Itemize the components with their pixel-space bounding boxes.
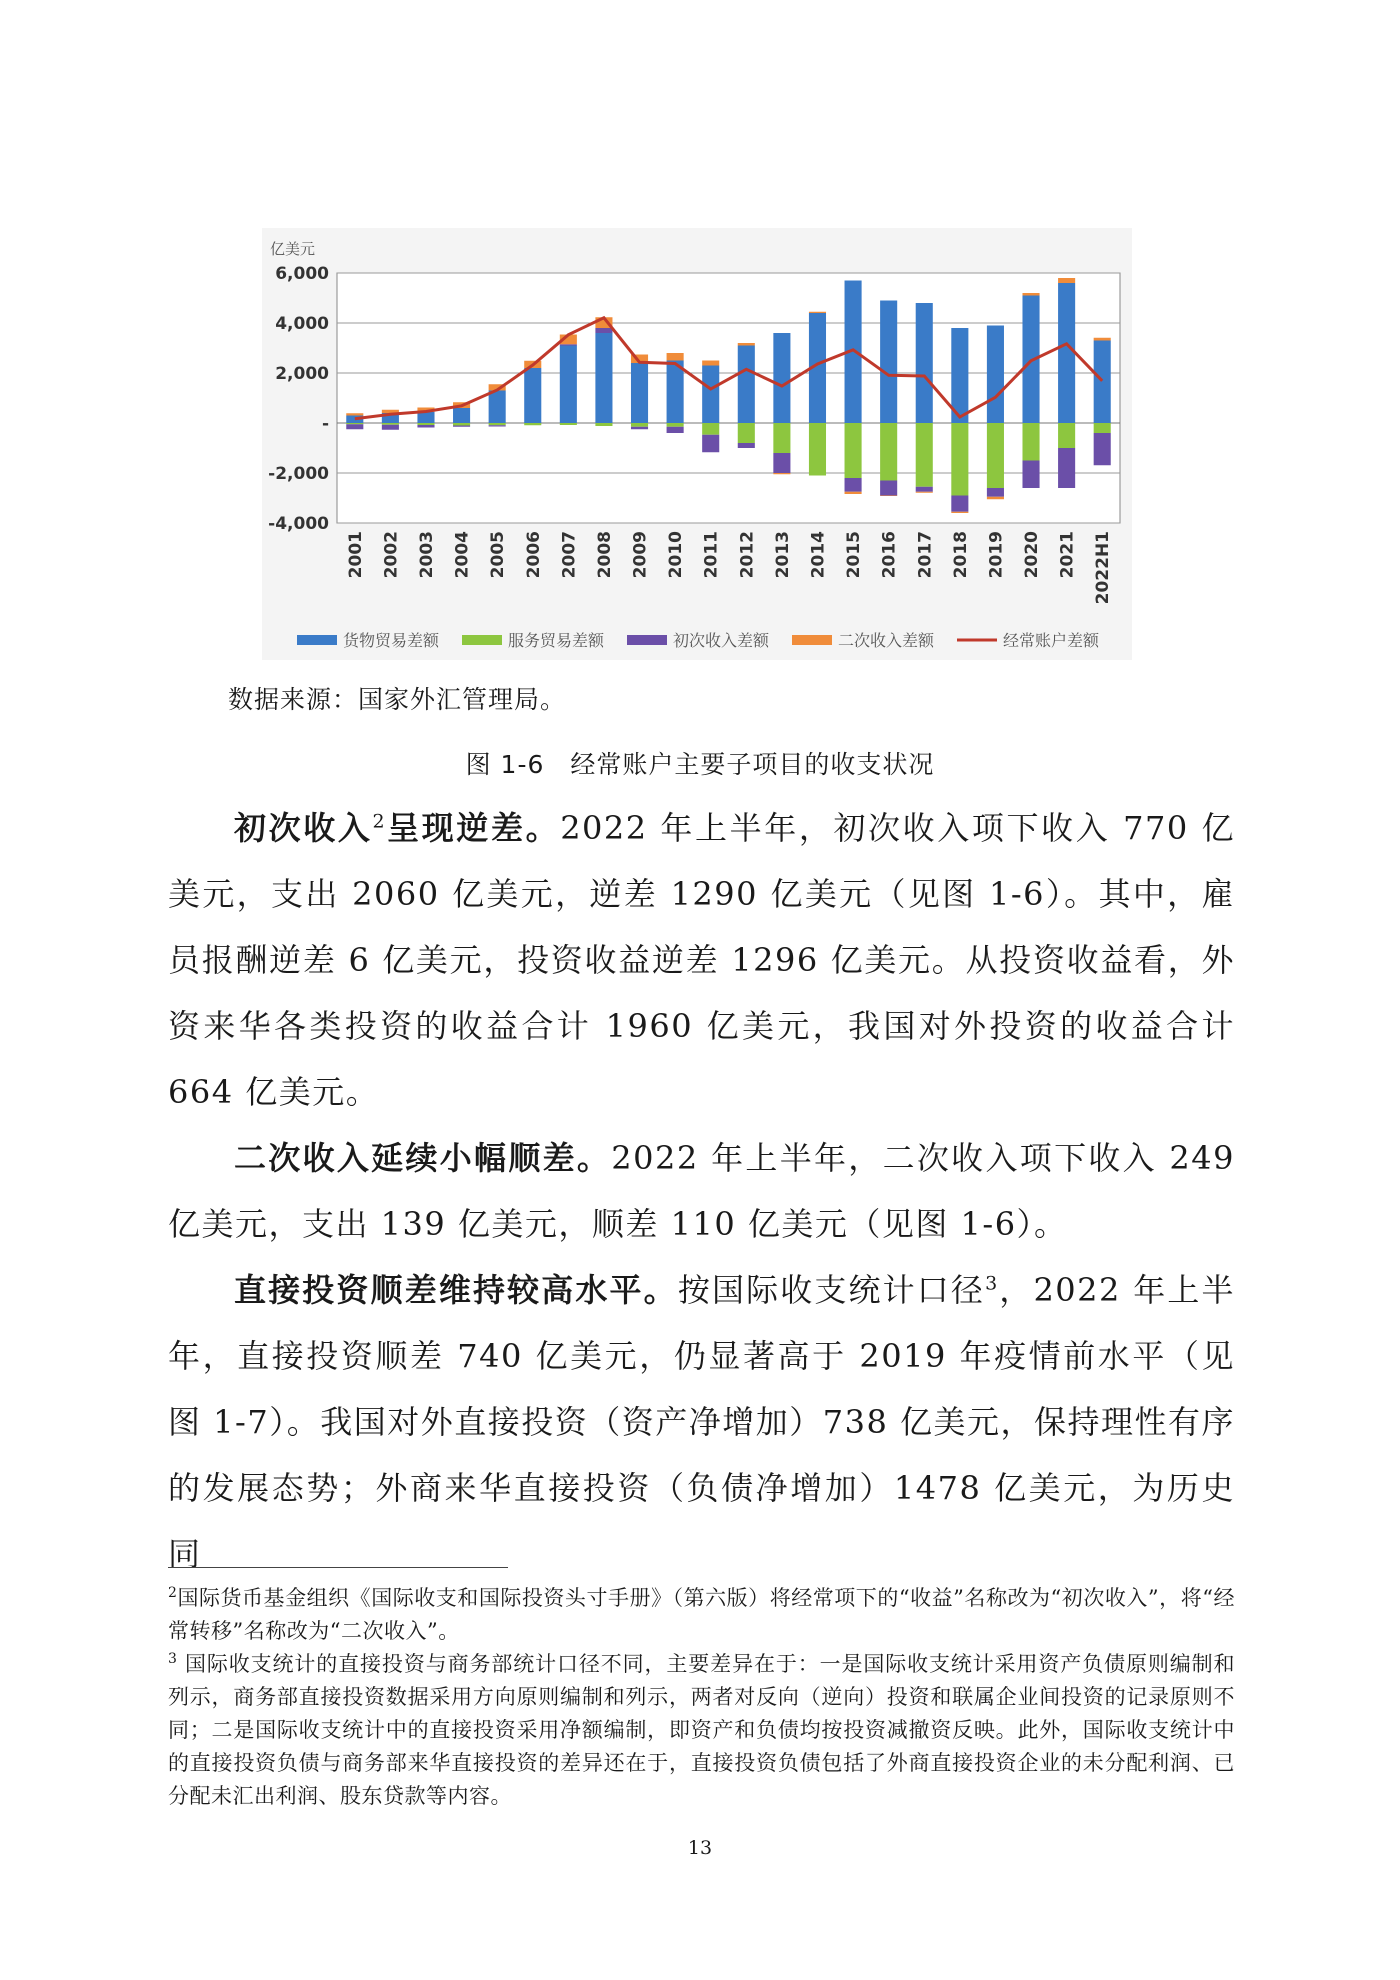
bar-segment: [595, 328, 612, 333]
bar-segment: [738, 343, 755, 346]
x-tick-label: 2002: [381, 531, 402, 579]
bar-segment: [631, 363, 648, 423]
paragraph-lead: 二次收入延续小幅顺差。: [234, 1139, 612, 1177]
x-tick-label: 2013: [772, 531, 793, 579]
bar-segment: [453, 423, 470, 426]
footnote-text: 国际货币基金组织《国际收支和国际投资头寸手册》（第六版）将经常项下的“收益”名称改为“初次收入”，将“经常转移”名称改为“二次收入”。: [168, 1586, 1235, 1643]
paragraph-text-2: ，2022 年上半年，直接投资顺差 740 亿美元，仍显著高于 2019 年疫情前水平（见图 1-7）。我国对外直接投资（资产净增加）738 亿美元，保持理性有序的发展态势；外商来华直接投资（负债净增加）1478 亿美元，为历史同: [168, 1271, 1235, 1573]
paragraph-primary-income: [168, 795, 1235, 1125]
bar-segment: [987, 497, 1004, 500]
footnote-2: [168, 1582, 1235, 1648]
bar-segment: [1094, 423, 1111, 433]
bar-segment: [773, 423, 790, 453]
legend-swatch: [792, 635, 832, 645]
x-tick-label: 2011: [701, 531, 722, 579]
y-axis-unit: 亿美元: [270, 240, 316, 258]
bar-segment: [489, 425, 506, 426]
bar-segment: [667, 427, 684, 433]
footnote-ref-2[interactable]: 2: [372, 810, 387, 833]
bar-segment: [951, 423, 968, 496]
footnote-mark: 2: [168, 1585, 178, 1601]
bar-segment: [880, 496, 897, 497]
x-tick-label: 2014: [808, 531, 829, 579]
bar-segment: [845, 478, 862, 492]
bar-segment: [738, 346, 755, 424]
bar-segment: [880, 481, 897, 496]
bar-segment: [595, 423, 612, 426]
bar-segment: [667, 423, 684, 427]
bar-segment: [916, 303, 933, 423]
bar-segment: [1058, 448, 1075, 488]
paragraph-text: 按国际收支统计口径: [677, 1271, 986, 1309]
legend-swatch: [627, 635, 667, 645]
x-tick-label: 2004: [452, 531, 473, 579]
legend-label: 二次收入差额: [838, 631, 935, 650]
bar-segment: [916, 487, 933, 492]
footnote-text: 国际收支统计的直接投资与商务部统计口径不同，主要差异在于：一是国际收支统计采用资产负债原则编制和列示，商务部直接投资数据采用方向原则编制和列示，两者对反向（逆向）投资和联属企业间投资的记录原则不同；二是国际收支统计中的直接投资采用净额编制，即资产和负债均按投资减撤资反映。此外，国际收支统计中的直接投资负债与商务部来华直接投资的差异还在于，直接投资负债包括了外商直接投资企业的未分配利润、已分配未汇出利润、股东贷款等内容。: [168, 1652, 1235, 1808]
x-tick-label: 2017: [915, 531, 936, 579]
bar-segment: [346, 413, 363, 415]
legend-label: 服务贸易差额: [508, 631, 605, 650]
bar-segment: [809, 423, 826, 476]
bar-segment: [1058, 283, 1075, 423]
y-tick-label: -: [321, 414, 329, 434]
bar-segment: [1022, 461, 1039, 489]
bar-segment: [524, 368, 541, 423]
bar-segment: [524, 423, 541, 425]
current-account-chart: [262, 228, 1132, 660]
bar-segment: [560, 346, 577, 424]
legend-label: 经常账户差额: [1003, 631, 1100, 650]
y-tick-label: -2,000: [268, 464, 329, 484]
y-tick-label: 6,000: [275, 264, 329, 284]
bar-segment: [702, 366, 719, 424]
y-tick-label: -4,000: [268, 514, 329, 534]
x-tick-label: 2008: [594, 531, 615, 579]
bar-segment: [453, 408, 470, 423]
bar-segment: [346, 424, 363, 429]
bar-segment: [773, 453, 790, 473]
footnote-ref-3[interactable]: 3: [985, 1272, 999, 1295]
bar-segment: [417, 425, 434, 428]
bar-segment: [951, 512, 968, 513]
paragraph-lead: 初次收入: [234, 809, 373, 847]
footnote-3: [168, 1648, 1235, 1813]
source-note: 数据来源：国家外汇管理局。: [228, 685, 567, 714]
footnote-divider: [168, 1567, 508, 1568]
x-tick-label: 2012: [737, 531, 758, 579]
paragraph-secondary-income: [168, 1125, 1235, 1257]
bar-segment: [845, 492, 862, 494]
bar-segment: [560, 344, 577, 345]
bar-segment: [809, 312, 826, 313]
x-tick-label: 2018: [950, 531, 971, 579]
bar-segment: [773, 473, 790, 474]
bar-segment: [489, 391, 506, 424]
x-tick-label: 2007: [559, 531, 580, 579]
x-tick-label: 2016: [879, 531, 900, 579]
x-tick-label: 2009: [630, 531, 651, 579]
y-tick-label: 4,000: [275, 314, 329, 334]
x-tick-label: 2019: [986, 531, 1007, 579]
bar-segment: [987, 326, 1004, 424]
bar-segment: [880, 423, 897, 481]
bar-segment: [1094, 341, 1111, 424]
paragraph-lead-2: 呈现逆差。: [386, 809, 561, 847]
bar-segment: [595, 333, 612, 423]
footnote-mark: 3: [168, 1651, 178, 1667]
bar-segment: [453, 426, 470, 427]
bar-segment: [738, 443, 755, 448]
bar-segment: [845, 423, 862, 478]
x-tick-label: 2010: [666, 531, 687, 579]
bar-segment: [702, 361, 719, 366]
bar-segment: [916, 423, 933, 487]
figure-caption: 图 1-6 经常账户主要子项目的收支状况: [465, 750, 935, 779]
legend-label: 初次收入差额: [673, 631, 770, 650]
legend-swatch: [297, 635, 337, 645]
bar-segment: [1058, 423, 1075, 448]
paragraph-text: 2022 年上半年，初次收入项下收入 770 亿美元，支出 2060 亿美元，逆差 1290 亿美元（见图 1-6）。其中，雇员报酬逆差 6 亿美元，投资收益逆差 1296 亿美元。从投资收益看，外资来华各类投资的收益合计 1960 亿美元，我国对外投资的收益合计 664 亿美元。: [168, 809, 1235, 1111]
bar-segment: [560, 423, 577, 425]
bar-segment: [773, 333, 790, 423]
bar-segment: [346, 423, 363, 424]
x-tick-label: 2020: [1022, 531, 1043, 579]
chart-svg: [262, 228, 1132, 660]
paragraph-text: 2022 年上半年，二次收入项下收入 249 亿美元，支出 139 亿美元，顺差 110 亿美元（见图 1-6）。: [168, 1139, 1235, 1243]
bar-segment: [1022, 423, 1039, 461]
bar-segment: [916, 492, 933, 493]
x-tick-label: 2006: [523, 531, 544, 579]
bar-segment: [1022, 293, 1039, 296]
bar-segment: [417, 423, 434, 425]
bar-segment: [382, 425, 399, 430]
legend-label: 货物贸易差额: [343, 631, 440, 650]
bar-segment: [738, 423, 755, 443]
x-tick-label: 2001: [345, 531, 366, 579]
x-tick-label: 2022H1: [1093, 531, 1114, 605]
bar-segment: [880, 301, 897, 424]
bar-segment: [489, 423, 506, 425]
y-tick-label: 2,000: [275, 364, 329, 384]
x-tick-label: 2005: [488, 531, 509, 579]
bar-segment: [1058, 278, 1075, 283]
bar-segment: [987, 423, 1004, 488]
x-tick-label: 2021: [1057, 531, 1078, 579]
bar-segment: [702, 435, 719, 453]
bar-segment: [667, 361, 684, 424]
bar-segment: [382, 423, 399, 425]
bar-segment: [631, 423, 648, 427]
bar-segment: [667, 353, 684, 361]
legend-swatch: [462, 635, 502, 645]
bar-segment: [951, 496, 968, 512]
paragraph-lead: 直接投资顺差维持较高水平。: [234, 1271, 678, 1309]
bar-segment: [702, 423, 719, 435]
bar-segment: [631, 427, 648, 430]
page-number: 13: [687, 1837, 713, 1859]
bar-segment: [987, 488, 1004, 497]
bar-segment: [1094, 338, 1111, 341]
paragraph-direct-investment: [168, 1257, 1235, 1587]
x-tick-label: 2003: [416, 531, 437, 579]
bar-segment: [1094, 433, 1111, 465]
x-tick-label: 2015: [844, 531, 865, 579]
